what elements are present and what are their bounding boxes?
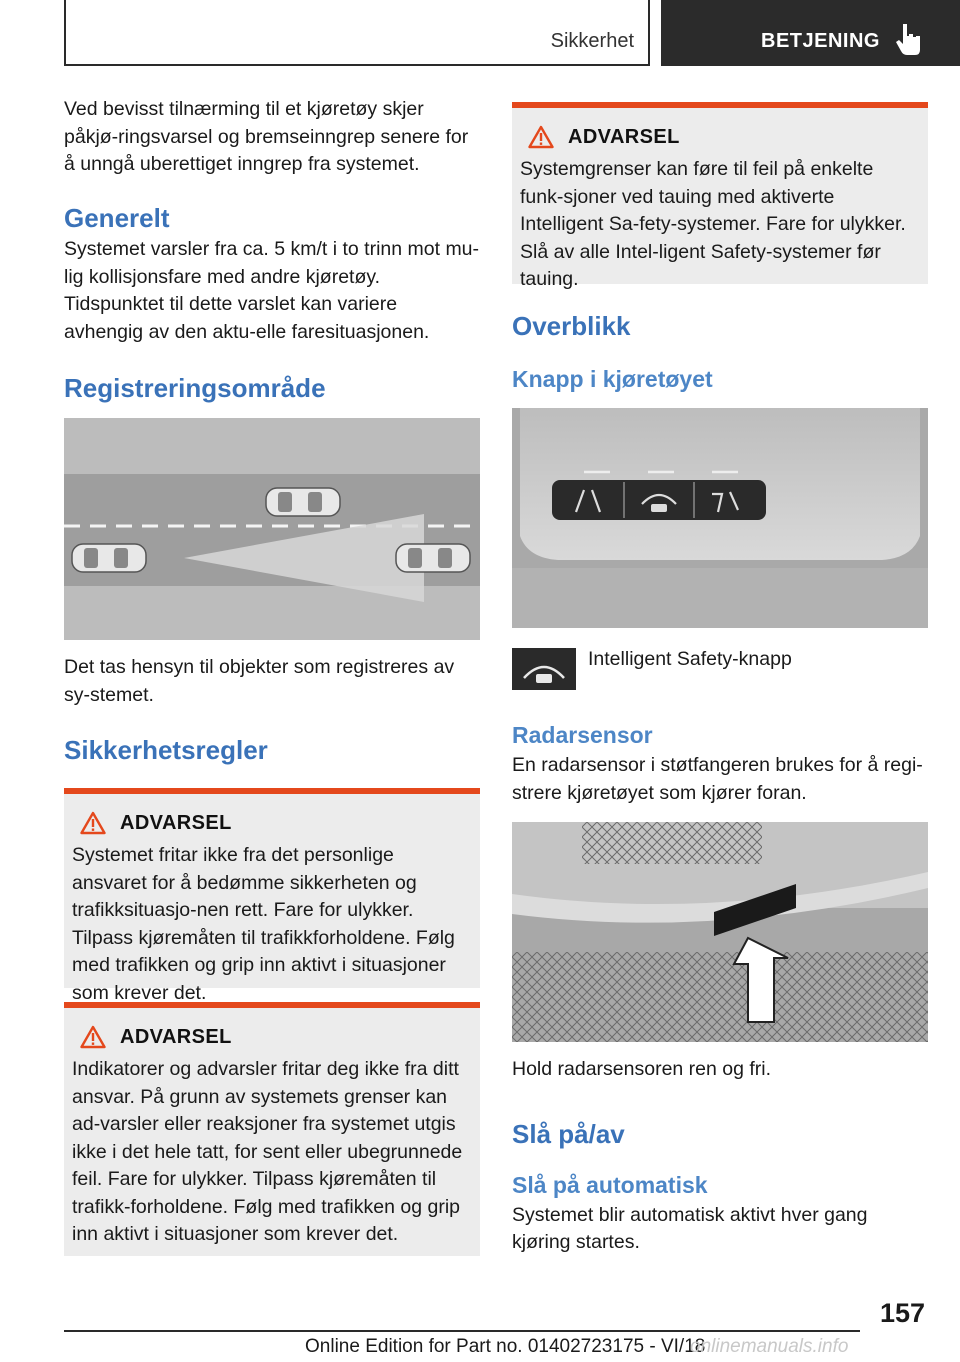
- warning-triangle-icon: [528, 125, 554, 149]
- intelligent-safety-button-icon: [512, 648, 576, 690]
- warning-box-3: [512, 102, 928, 290]
- page-number: 157: [880, 1298, 926, 1328]
- radar-paragraph: En radarsensor i støtfangeren brukes for å regi-strere kjøretøyet som kjører foran.: [512, 754, 923, 804]
- button-panel-illustration: [512, 408, 928, 628]
- heading-knapp-i-kjoretoyet: Knapp i kjøretøyet: [512, 366, 713, 392]
- warning-box-1: [64, 788, 480, 1004]
- warning-2-title: ADVARSEL: [120, 1025, 232, 1048]
- warning-3-title: ADVARSEL: [568, 125, 680, 148]
- own-car: [396, 544, 470, 572]
- footer-rule: [64, 1330, 860, 1332]
- heading-sikkerhetsregler: Sikkerhetsregler: [64, 735, 268, 765]
- warning-2-text: Indikatorer og advarsler fritar deg ikke fra ditt ansvar. På grunn av systemets grenser kan ad-varsler eller reaksjoner fra systemet utgis ikke i det hele tatt, for sent eller ubegrunnede feil. Fare for ulykker. Tilpass kjøremåten til trafikk-forholdene. Følg med trafikken og grip inn aktivt i situasjoner som krever det.: [72, 1058, 463, 1245]
- warning-1-header: [72, 808, 472, 838]
- heading-registreringsomrade: Registreringsområde: [64, 373, 326, 403]
- warning-3-header: [520, 122, 920, 152]
- intro-paragraph: Ved bevisst tilnærming til et kjøretøy skjer påkjø-ringsvarsel og bremseinngrep senere for å unngå uberettiget inngrep fra systemet.: [64, 98, 469, 175]
- footer-edition: Online Edition for Part no. 01402723175 - VI/18: [305, 1336, 706, 1357]
- warning-3-text: Systemgrenser kan føre til feil på enkelte funk-sjoner ved tauing med aktiverte Intelligent Sa-fety-systemer. Fare for ulykker. Slå av alle Intel-ligent Safety-systemer før tauing.: [520, 158, 906, 290]
- heading-radarsensor: Radarsensor: [512, 722, 653, 748]
- heading-sla-pa-av: Slå på/av: [512, 1118, 625, 1149]
- radar-sensor-figure: [512, 822, 928, 1042]
- footer-watermark: onlinemanuals.info: [690, 1336, 849, 1357]
- warning-box-2: [64, 1002, 480, 1256]
- hand-pointer-icon: [895, 22, 923, 56]
- button-panel-figure: [512, 408, 928, 628]
- button-legend-row: [512, 648, 928, 692]
- car-ahead-left: [72, 544, 146, 572]
- warning-2-header: [72, 1022, 472, 1052]
- page-header: [0, 0, 960, 66]
- left-column: [64, 96, 480, 1256]
- car-ahead-top: [266, 488, 340, 516]
- heading-sla-pa-automatisk: Slå på automatisk: [512, 1171, 708, 1198]
- range-caption: Det tas hensyn til objekter som registreres av sy-stemet.: [64, 656, 455, 706]
- warning-triangle-icon: [80, 811, 106, 835]
- warning-1-title: ADVARSEL: [120, 811, 232, 834]
- auto-paragraph: Systemet blir automatisk aktivt hver gang kjøring startes.: [512, 1203, 868, 1253]
- header-section-frame: [64, 0, 650, 66]
- header-chapter-tab: [661, 0, 960, 66]
- radar-sensor-illustration: [512, 822, 928, 1042]
- warning-triangle-icon: [80, 1025, 106, 1049]
- header-section-title: Sikkerhet: [550, 30, 634, 52]
- button-legend-label: Intelligent Safety-knapp: [588, 648, 792, 670]
- general-paragraph: Systemet varsler fra ca. 5 km/t i to trinn mot mu-lig kollisjonsfare med andre kjøretøy. Tidspunktet til dette varslet kan variere avhengig av den aktu-elle faresituasjonen.: [64, 238, 480, 343]
- heading-generelt: Generelt: [64, 203, 170, 233]
- heading-overblikk: Overblikk: [512, 311, 631, 341]
- header-chapter-title: BETJENING: [761, 30, 880, 52]
- warning-1-text: Systemet fritar ikke fra det personlige ansvaret for å bedømme sikkerheten og trafikksituasjo-nen rett. Fare for ulykker. Tilpass kjøremåten til trafikkforholdene. Følg med trafikken og grip inn aktivt i situasjoner som krever det.: [72, 844, 455, 1004]
- right-column: [512, 96, 928, 1257]
- detection-range-illustration: [64, 418, 480, 640]
- radar-caption: Hold radarsensoren ren og fri.: [512, 1058, 772, 1080]
- detection-range-figure: [64, 418, 480, 640]
